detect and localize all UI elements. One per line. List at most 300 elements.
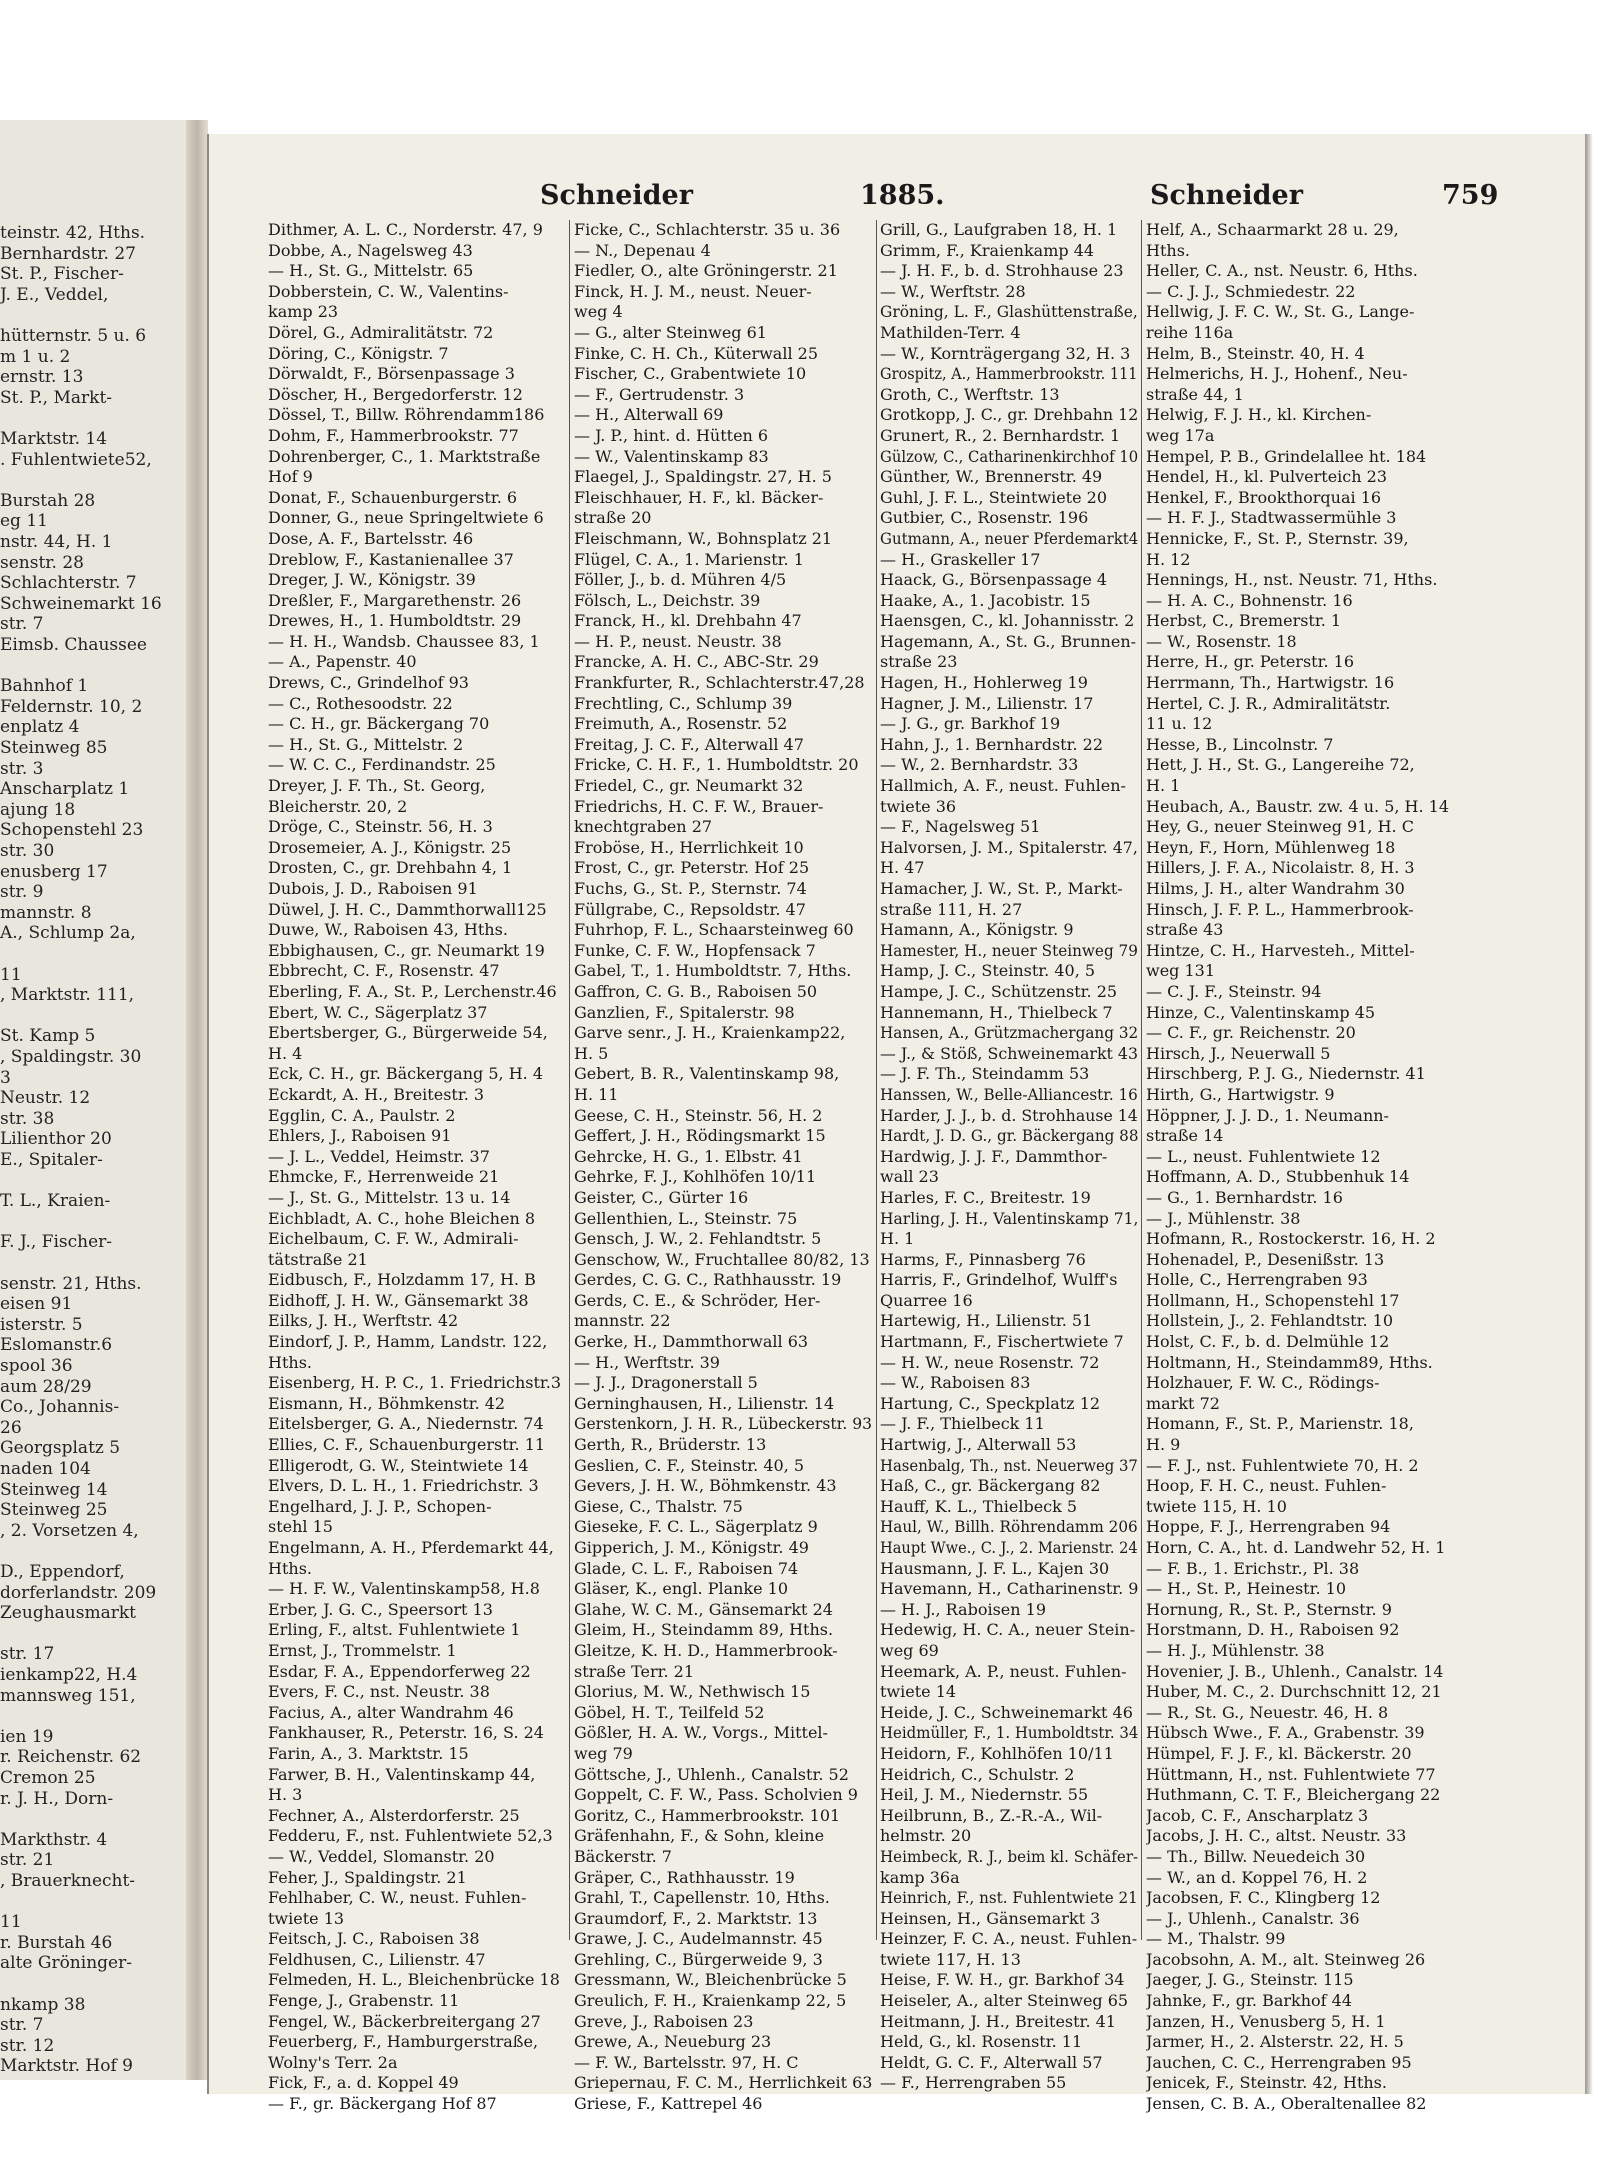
directory-entry: Hirsch, J., Neuerwall 5 (1146, 1043, 1331, 1063)
directory-entry: Gerninghausen, H., Lilienstr. 14 (574, 1393, 835, 1413)
directory-entry: weg 69 (880, 1640, 939, 1660)
directory-entry: Grehling, C., Bürgerweide 9, 3 (574, 1949, 823, 1969)
directory-entry: Hausmann, J. F. L., Kajen 30 (880, 1558, 1110, 1578)
directory-entry: Gößler, H. A. W., Vorgs., Mittel- (574, 1723, 828, 1743)
directory-entry: Gräper, C., Rathhausstr. 19 (574, 1867, 795, 1887)
directory-entry: Geslien, C. F., Steinstr. 40, 5 (574, 1455, 805, 1475)
directory-entry: Gieseke, F. C. L., Sägerplatz 9 (574, 1517, 818, 1537)
directory-entry: Holtmann, H., Steindamm89, Hths. (1146, 1352, 1433, 1372)
previous-page-line: Bahnhof 1 (0, 676, 89, 697)
previous-page-line: Schweinemarkt 16 (0, 593, 162, 614)
directory-entry: Feuerberg, F., Hamburgerstraße, (268, 2032, 539, 2052)
directory-entry: Hahn, J., 1. Bernhardstr. 22 (880, 734, 1104, 754)
directory-entry: Frost, C., gr. Peterstr. Hof 25 (574, 858, 810, 878)
previous-page-line: enusberg 17 (0, 861, 108, 882)
directory-entry: Hths. (268, 1558, 312, 1578)
previous-page-line: , Spaldingstr. 30 (0, 1047, 142, 1067)
directory-entry: Finke, C. H. Ch., Küterwall 25 (574, 343, 818, 363)
directory-entry: Hey, G., neuer Steinweg 91, H. C (1146, 817, 1414, 837)
directory-entry: Haul, W., Billh. Röhrendamm 206 (880, 1517, 1138, 1537)
directory-entry: Garve senr., J. H., Kraienkamp22, (574, 1023, 846, 1043)
directory-entry: Holle, C., Herrengraben 93 (1146, 1270, 1368, 1290)
directory-entry: Eichbladt, A. C., hohe Bleichen 8 (268, 1208, 536, 1228)
directory-entry: Hollmann, H., Schopenstehl 17 (1146, 1290, 1400, 1310)
directory-entry: Francke, A. H. C., ABC-Str. 29 (574, 652, 819, 672)
directory-entry: Hardwig, J. J. F., Dammthor- (880, 1146, 1108, 1166)
directory-entry: Hümpel, F. J. F., kl. Bäckerstr. 20 (1146, 1743, 1412, 1763)
directory-entry: Gleitze, K. H. D., Hammerbrook- (574, 1640, 838, 1660)
previous-page-line: mannstr. 8 (0, 902, 92, 923)
directory-entry: Glorius, M. W., Nethwisch 15 (574, 1682, 811, 1702)
directory-entry: straße 23 (880, 652, 958, 672)
directory-entry: Janzen, H., Venusberg 5, H. 1 (1146, 2011, 1386, 2031)
directory-entry: Höppner, J. J. D., 1. Neumann- (1146, 1105, 1389, 1125)
directory-entry: Hauff, K. L., Thielbeck 5 (880, 1496, 1078, 1516)
directory-entry: Eisenberg, H. P. C., 1. Friedrichstr.3 (268, 1373, 562, 1393)
directory-entry: helmstr. 20 (880, 1826, 972, 1846)
directory-entry: Gülzow, C., Catharinenkirchhof 10 (880, 446, 1139, 466)
directory-entry: Fick, F., a. d. Koppel 49 (268, 2073, 459, 2093)
previous-page-line: T. L., Kraien- (0, 1191, 111, 1212)
directory-entry: Gressmann, W., Bleichenbrücke 5 (574, 1970, 847, 1990)
directory-entry: kamp 23 (268, 302, 339, 322)
directory-entry: Dreyer, J. F. Th., St. Georg, (268, 776, 486, 796)
column-4 (1146, 220, 1584, 2115)
directory-entry: Donat, F., Schauenburgerstr. 6 (268, 487, 518, 507)
directory-entry: Froböse, H., Herrlichkeit 10 (574, 837, 804, 857)
previous-page-line: Georgsplatz 5 (0, 1438, 121, 1459)
previous-page-line: Neustr. 12 (0, 1088, 91, 1109)
directory-entry: — H., St. P., Heinestr. 10 (1146, 1579, 1347, 1599)
directory-entry: Grunert, R., 2. Bernhardstr. 1 (880, 425, 1121, 445)
directory-entry: Grewe, A., Neueburg 23 (574, 2032, 772, 2052)
page-header (0, 180, 1600, 220)
directory-entry: — G., alter Steinweg 61 (574, 322, 767, 342)
directory-entry: Heidorn, F., Kohlhöfen 10/11 (880, 1743, 1114, 1763)
directory-entry: Hesse, B., Lincolnstr. 7 (1146, 734, 1334, 754)
directory-entry: — J. F., Thielbeck 11 (880, 1414, 1045, 1434)
directory-entry: 11 u. 12 (1146, 714, 1213, 734)
directory-entry: Helf, A., Schaarmarkt 28 u. 29, (1146, 220, 1399, 239)
directory-entry: H. 9 (1146, 1435, 1181, 1455)
previous-page-line: str. 21 (0, 1850, 55, 1871)
directory-entry: Mathilden-Terr. 4 (880, 322, 1021, 342)
directory-entry: Hempel, P. B., Grindelallee ht. 184 (1146, 446, 1427, 466)
directory-entry: Hagen, H., Hohlerweg 19 (880, 673, 1088, 693)
directory-entry: Hett, J. H., St. G., Langereihe 72, (1146, 755, 1415, 775)
directory-entry: — F. J., nst. Fuhlentwiete 70, H. 2 (1146, 1455, 1419, 1475)
header-left-title: Schneider (540, 180, 693, 211)
directory-entry: — F. B., 1. Erichstr., Pl. 38 (1146, 1558, 1360, 1578)
directory-entry: — H., Alterwall 69 (574, 405, 724, 425)
directory-entry: Dohm, F., Hammerbrookstr. 77 (268, 425, 519, 445)
directory-entry: Finck, H. J. M., neust. Neuer- (574, 281, 812, 301)
previous-page-line: spool 36 (0, 1356, 73, 1376)
directory-entry: — H. F. J., Stadtwassermühle 3 (1146, 508, 1397, 528)
directory-entry: Hennings, H., nst. Neustr. 71, Hths. (1146, 570, 1438, 590)
directory-entry: Feldhusen, C., Lilienstr. 47 (268, 1949, 486, 1969)
directory-entry: Quarree 16 (880, 1290, 973, 1310)
directory-entry: twiete 13 (268, 1908, 345, 1928)
directory-entry: Hoop, F. H. C., neust. Fuhlen- (1146, 1476, 1387, 1496)
directory-entry: Hartmann, F., Fischertwiete 7 (880, 1332, 1124, 1352)
previous-page-line: , Brauerknecht- (0, 1871, 136, 1891)
previous-page-line: str. 7 (0, 614, 44, 635)
directory-entry: Hansen, A., Grützmachergang 32 (880, 1023, 1138, 1043)
directory-entry: Drosten, C., gr. Drehbahn 4, 1 (268, 858, 513, 878)
directory-entry: — W., Valentinskamp 83 (574, 446, 769, 466)
previous-page-line: Lilienthor 20 (0, 1129, 112, 1150)
directory-entry: Fleischmann, W., Bohnsplatz 21 (574, 528, 833, 548)
directory-entry: — L., neust. Fuhlentwiete 12 (1146, 1146, 1381, 1166)
previous-page-line: dorferlandstr. 209 (0, 1582, 157, 1603)
previous-page-line: alte Gröninger- (0, 1953, 132, 1974)
directory-entry: Fenge, J., Grabenstr. 11 (268, 1991, 460, 2011)
directory-entry: Flaegel, J., Spaldingstr. 27, H. 5 (574, 467, 832, 487)
directory-entry: Drosemeier, A. J., Königstr. 25 (268, 837, 512, 857)
directory-entry: — C. J. F., Steinstr. 94 (1146, 981, 1322, 1001)
directory-entry: — H. A. C., Bohnenstr. 16 (1146, 590, 1353, 610)
directory-entry: wall 23 (880, 1167, 939, 1187)
directory-entry: Gehrke, F. J., Kohlhöfen 10/11 (574, 1167, 817, 1187)
directory-entry: — H. W., neue Rosenstr. 72 (880, 1352, 1100, 1372)
previous-page-line: , 2. Vorsetzen 4, (0, 1520, 139, 1541)
previous-page-line: str. 9 (0, 882, 44, 903)
directory-entry: Eberling, F. A., St. P., Lerchenstr.46 (268, 981, 557, 1001)
directory-entry: Eismann, H., Böhmkenstr. 42 (268, 1393, 506, 1413)
directory-entry: — J. L., Veddel, Heimstr. 37 (268, 1146, 490, 1166)
directory-entry: Heinsen, H., Gänsemarkt 3 (880, 1908, 1101, 1928)
directory-entry: — J. G., gr. Barkhof 19 (880, 714, 1061, 734)
previous-page-line: F. J., Fischer- (0, 1232, 113, 1253)
previous-page-line: str. 38 (0, 1108, 55, 1129)
directory-entry: Jensen, C. B. A., Oberaltenallee 82 (1146, 2094, 1427, 2114)
directory-entry: Grotkopp, J. C., gr. Drehbahn 12 (880, 405, 1139, 425)
directory-entry: weg 79 (574, 1743, 633, 1763)
directory-entry: Feher, J., Spaldingstr. 21 (268, 1867, 467, 1887)
directory-entry: Frankfurter, R., Schlachterstr.47,28 (574, 673, 865, 693)
directory-entry: Eilks, J. H., Werftstr. 42 (268, 1311, 459, 1331)
directory-entry: Haensgen, C., kl. Johannisstr. 2 (880, 611, 1135, 631)
directory-entry: weg 4 (574, 302, 623, 322)
directory-entry: H. 12 (1146, 549, 1191, 569)
previous-page-line: Cremon 25 (0, 1768, 96, 1788)
directory-entry: Hoffmann, A. D., Stubbenhuk 14 (1146, 1167, 1410, 1187)
directory-entry: — M., Thalstr. 99 (1146, 1929, 1286, 1949)
directory-entry: markt 72 (1146, 1393, 1220, 1413)
directory-entry: Dobbe, A., Nagelsweg 43 (268, 240, 473, 260)
previous-page-line: St. P., Fischer- (0, 264, 124, 285)
directory-entry: — W., Kornträgergang 32, H. 3 (880, 343, 1131, 363)
directory-entry: knechtgraben 27 (574, 817, 713, 837)
directory-entry: — A., Papenstr. 40 (268, 652, 417, 672)
directory-entry: Friedrichs, H. C. F. W., Brauer- (574, 796, 824, 816)
previous-page-line: Steinweg 25 (0, 1500, 108, 1521)
column-1 (268, 220, 564, 2115)
directory-entry: Dröge, C., Steinstr. 56, H. 3 (268, 817, 493, 837)
directory-entry: Döring, C., Königstr. 7 (268, 343, 449, 363)
previous-page-line: Bernhardstr. 27 (0, 243, 136, 264)
directory-entry: mannstr. 22 (574, 1311, 671, 1331)
column-divider (569, 220, 570, 1940)
directory-entry: Hennicke, F., St. P., Sternstr. 39, (1146, 528, 1409, 548)
directory-entry: H. 47 (880, 858, 925, 878)
directory-entry: Hinze, C., Valentinskamp 45 (1146, 1002, 1376, 1022)
directory-entry: Groth, C., Werftstr. 13 (880, 384, 1060, 404)
directory-entry: Harling, J. H., Valentinskamp 71, (880, 1208, 1139, 1228)
directory-entry: tätstraße 21 (268, 1249, 368, 1269)
directory-entry: — W., an d. Koppel 76, H. 2 (1146, 1867, 1368, 1887)
directory-entry: Hof 9 (268, 467, 313, 487)
directory-entry: Helm, B., Steinstr. 40, H. 4 (1146, 343, 1365, 363)
previous-page-line: str. 12 (0, 2035, 55, 2056)
directory-entry: Harms, F., Pinnasberg 76 (880, 1249, 1086, 1269)
directory-entry: Funke, C. F. W., Hopfensack 7 (574, 940, 816, 960)
directory-entry: — F., gr. Bäckergang Hof 87 (268, 2094, 497, 2114)
directory-entry: Haß, C., gr. Bäckergang 82 (880, 1476, 1101, 1496)
directory-entry: Haupt Wwe., C. J., 2. Marienstr. 24 (880, 1538, 1138, 1557)
directory-entry: Jaeger, J. G., Steinstr. 115 (1146, 1970, 1354, 1990)
directory-entry: — C. H., gr. Bäckergang 70 (268, 714, 490, 734)
directory-entry: Ehlers, J., Raboisen 91 (268, 1126, 452, 1146)
previous-page-line: 3 (0, 1067, 11, 1088)
previous-page-line: r. J. H., Dorn- (0, 1788, 114, 1809)
directory-entry: Heyn, F., Horn, Mühlenweg 18 (1146, 837, 1396, 857)
directory-entry: Gabel, T., 1. Humboldtstr. 7, Hths. (574, 961, 852, 981)
directory-entry: Hendel, H., kl. Pulverteich 23 (1146, 467, 1387, 487)
directory-entry: Dreblow, F., Kastanienallee 37 (268, 549, 514, 569)
directory-entry: Gebert, B. R., Valentinskamp 98, (574, 1064, 840, 1084)
directory-entry: Drews, C., Grindelhof 93 (268, 673, 469, 693)
directory-entry: Held, G., kl. Rosenstr. 11 (880, 2032, 1083, 2052)
previous-page-line: 26 (0, 1417, 22, 1438)
previous-page-line: Burstah 28 (0, 490, 96, 511)
directory-entry: Hamacher, J. W., St. P., Markt- (880, 879, 1123, 898)
previous-page-line: mannsweg 151, (0, 1685, 136, 1706)
directory-entry: Jahnke, F., gr. Barkhof 44 (1146, 1991, 1353, 2011)
directory-entry: Hanssen, W., Belle-Alliancestr. 16 (880, 1084, 1138, 1104)
directory-entry: — Th., Billw. Neuedeich 30 (1146, 1846, 1366, 1866)
directory-entry: Fengel, W., Bäckerbreitergang 27 (268, 2011, 541, 2031)
directory-entry: Gehrcke, H. G., 1. Elbstr. 41 (574, 1146, 803, 1166)
directory-entry: Harder, J. J., b. d. Strohhause 14 (880, 1105, 1138, 1125)
directory-entry: Herre, H., gr. Peterstr. 16 (1146, 652, 1354, 672)
previous-page-line: ien 19 (0, 1726, 54, 1747)
directory-entry: Huthmann, C. T. F., Bleichergang 22 (1146, 1785, 1441, 1805)
directory-entry: Hollstein, J., 2. Fehlandtstr. 10 (1146, 1311, 1393, 1331)
directory-entry: weg 17a (1146, 425, 1215, 445)
directory-entry: Flügel, C. A., 1. Marienstr. 1 (574, 549, 804, 569)
directory-entry: Jauchen, C. C., Herrengraben 95 (1146, 2052, 1412, 2072)
directory-entry: — G., 1. Bernhardstr. 16 (1146, 1187, 1343, 1207)
directory-entry: Harris, F., Grindelhof, Wulff's (880, 1270, 1118, 1290)
directory-entry: Ernst, J., Trommelstr. 1 (268, 1640, 457, 1660)
directory-entry: Erling, F., altst. Fuhlentwiete 1 (268, 1620, 521, 1640)
directory-entry: Jenicek, F., Steinstr. 42, Hths. (1146, 2073, 1387, 2093)
directory-entry: Geister, C., Gürter 16 (574, 1187, 749, 1207)
previous-page-line: eisen 91 (0, 1294, 73, 1315)
previous-page-line: 11 (0, 1912, 22, 1933)
directory-entry: — J. F. Th., Steindamm 53 (880, 1064, 1090, 1084)
directory-entry: Halvorsen, J. M., Spitalerstr. 47, (880, 837, 1138, 857)
directory-entry: Gensch, J. W., 2. Fehlandtstr. 5 (574, 1229, 822, 1249)
directory-entry: Hedewig, H. C. A., neuer Stein- (880, 1620, 1136, 1640)
directory-entry: Ganzlien, F., Spitalerstr. 98 (574, 1002, 795, 1022)
directory-entry: Goppelt, C. F. W., Pass. Scholvien 9 (574, 1785, 858, 1805)
previous-page-edge (0, 120, 203, 2080)
directory-entry: Farwer, B. H., Valentinskamp 44, (268, 1764, 536, 1784)
directory-entry: Ebbighausen, C., gr. Neumarkt 19 (268, 940, 545, 960)
previous-page-line: isterstr. 5 (0, 1314, 83, 1335)
directory-entry: Farin, A., 3. Marktstr. 15 (268, 1743, 469, 1763)
directory-entry: Ebert, W. C., Sägerplatz 37 (268, 1002, 488, 1022)
previous-page-line: 11 (0, 964, 22, 985)
directory-entry: Eitelsberger, G. A., Niedernstr. 74 (268, 1414, 544, 1434)
directory-entry: Gutbier, C., Rosenstr. 196 (880, 508, 1089, 528)
directory-entry: Homann, F., St. P., Marienstr. 18, (1146, 1414, 1414, 1434)
directory-entry: Gräfenhahn, F., & Sohn, kleine (574, 1826, 825, 1846)
directory-entry: — J. P., hint. d. Hütten 6 (574, 425, 769, 445)
directory-entry: H. 1 (880, 1229, 915, 1249)
directory-entry: Dreger, J. W., Königstr. 39 (268, 570, 476, 590)
directory-entry: Horn, C. A., ht. d. Landwehr 52, H. 1 (1146, 1538, 1446, 1557)
directory-entry: Herrmann, Th., Hartwigstr. 16 (1146, 673, 1395, 693)
directory-entry: Fehlhaber, C. W., neust. Fuhlen- (268, 1888, 527, 1908)
directory-entry: Eckardt, A. H., Breitestr. 3 (268, 1084, 485, 1104)
directory-entry: Hamester, H., neuer Steinweg 79 (880, 940, 1138, 960)
directory-entry: Henkel, F., Brookthorquai 16 (1146, 487, 1382, 507)
directory-entry: Horstmann, D. H., Raboisen 92 (1146, 1620, 1400, 1640)
directory-entry: Dössel, T., Billw. Röhrendamm186 (268, 405, 545, 425)
directory-entry: Heinzer, F. C. A., neust. Fuhlen- (880, 1929, 1138, 1949)
directory-entry: H. 4 (268, 1043, 303, 1063)
directory-entry: Fechner, A., Alsterdorferstr. 25 (268, 1805, 520, 1825)
previous-page-line: Markthstr. 4 (0, 1829, 108, 1850)
directory-entry: — H. F. W., Valentinskamp58, H.8 (268, 1579, 540, 1599)
directory-entry: Herbst, C., Bremerstr. 1 (1146, 611, 1342, 631)
directory-entry: Gerdes, C. G. C., Rathhausstr. 19 (574, 1270, 842, 1290)
book-gutter (186, 120, 208, 2080)
directory-entry: Elvers, D. L. H., 1. Friedrichstr. 3 (268, 1476, 539, 1496)
previous-page-line: Steinweg 14 (0, 1479, 108, 1500)
directory-entry: Dithmer, A. L. C., Norderstr. 47, 9 (268, 220, 543, 239)
directory-entry: kamp 36a (880, 1867, 960, 1887)
directory-entry: Hths. (1146, 240, 1190, 260)
previous-page-line: Steinweg 85 (0, 738, 108, 758)
previous-page-line: hütternstr. 5 u. 6 (0, 326, 147, 346)
directory-entry: Freimuth, A., Rosenstr. 52 (574, 714, 788, 734)
directory-entry: Fuhrhop, F. L., Schaarsteinweg 60 (574, 920, 854, 940)
directory-entry: Gröning, L. F., Glashüttenstraße, (880, 302, 1138, 322)
directory-entry: Erber, J. G. C., Speersort 13 (268, 1599, 493, 1619)
directory-entry: Drewes, H., 1. Humboldtstr. 29 (268, 611, 522, 631)
directory-entry: Wolny's Terr. 2a (268, 2052, 398, 2072)
directory-entry: Gerds, C. E., & Schröder, Her- (574, 1290, 821, 1310)
directory-entry: Harles, F. C., Breitestr. 19 (880, 1187, 1091, 1207)
previous-page-line: aum 28/29 (0, 1376, 92, 1397)
directory-entry: — F., Herrengraben 55 (880, 2073, 1067, 2093)
previous-page-line: St. Kamp 5 (0, 1026, 96, 1047)
column-2 (574, 220, 872, 2115)
directory-entry: Guhl, J. F. L., Steintwiete 20 (880, 487, 1108, 507)
directory-entry: twiete 36 (880, 796, 957, 816)
directory-entry: — J. J., Dragonerstall 5 (574, 1373, 758, 1393)
directory-entry: twiete 115, H. 10 (1146, 1496, 1287, 1516)
previous-page-line: enplatz 4 (0, 717, 80, 738)
previous-page-line: naden 104 (0, 1459, 91, 1479)
directory-entry: Geffert, J. H., Rödingsmarkt 15 (574, 1126, 826, 1146)
directory-entry: straße 20 (574, 508, 652, 528)
directory-entry: Hovenier, J. B., Uhlenh., Canalstr. 14 (1146, 1661, 1444, 1681)
directory-entry: Holzhauer, F. W. C., Rödings- (1146, 1373, 1380, 1393)
previous-page-line: teinstr. 42, Hths. (0, 223, 146, 243)
directory-entry: twiete 14 (880, 1682, 957, 1702)
directory-entry: Greve, J., Raboisen 23 (574, 2011, 754, 2031)
directory-entry: H. 1 (1146, 776, 1181, 796)
directory-entry: Hths. (268, 1352, 312, 1372)
directory-entry: H. 11 (574, 1084, 619, 1104)
directory-entry: Frechtling, C., Schlump 39 (574, 693, 793, 713)
directory-entry: Ebbrecht, C. F., Rosenstr. 47 (268, 961, 500, 981)
directory-entry: Engelhard, J. J. P., Schopen- (268, 1496, 492, 1516)
previous-page-line: Marktstr. 14 (0, 429, 108, 449)
directory-entry: Fölsch, L., Deichstr. 39 (574, 590, 761, 610)
directory-entry: Gläser, K., engl. Planke 10 (574, 1579, 789, 1599)
directory-entry: Fuchs, G., St. P., Sternstr. 74 (574, 879, 807, 898)
directory-entry: Dohrenberger, C., 1. Marktstraße (268, 446, 541, 466)
directory-entry: — W., Veddel, Slomanstr. 20 (268, 1846, 495, 1866)
directory-entry: Grawe, J. C., Audelmannstr. 45 (574, 1929, 823, 1949)
previous-page-line: Anscharplatz 1 (0, 779, 130, 800)
previous-page-line: Marktstr. Hof 9 (0, 2056, 133, 2077)
directory-entry: — F., Nagelsweg 51 (880, 817, 1041, 837)
directory-entry: Grospitz, A., Hammerbrookstr. 111 (880, 364, 1138, 384)
directory-entry: reihe 116a (1146, 322, 1234, 342)
directory-entry: Haack, G., Börsenpassage 4 (880, 570, 1108, 590)
directory-entry: Düwel, J. H. C., Dammthorwall125 (268, 899, 547, 919)
directory-entry: Günther, W., Brennerstr. 49 (880, 467, 1103, 487)
directory-entry: Ebertsberger, G., Bürgerweide 54, (268, 1023, 548, 1043)
directory-entry: Esdar, F. A., Eppendorferweg 22 (268, 1661, 531, 1681)
previous-page-line: str. 30 (0, 841, 55, 861)
directory-entry: Göttsche, J., Uhlenh., Canalstr. 52 (574, 1764, 849, 1784)
directory-entry: Jarmer, H., 2. Alsterstr. 22, H. 5 (1146, 2032, 1404, 2052)
directory-entry: straße Terr. 21 (574, 1661, 695, 1681)
directory-entry: Fricke, C. H. F., 1. Humboldtstr. 20 (574, 755, 859, 775)
directory-entry: Holst, C. F., b. d. Delmühle 12 (1146, 1332, 1390, 1352)
previous-page-line: ienkamp22, H.4 (0, 1665, 138, 1685)
directory-entry: — J., & Stöß, Schweinemarkt 43 (880, 1043, 1139, 1063)
directory-entry: Hamann, A., Königstr. 9 (880, 920, 1074, 940)
previous-page-line: m 1 u. 2 (0, 346, 71, 367)
directory-entry: Hartwig, J., Alterwall 53 (880, 1435, 1077, 1455)
directory-entry: Felmeden, H. L., Bleichenbrücke 18 (268, 1970, 560, 1990)
directory-entry: Heidmüller, F., 1. Humboldtstr. 34 (880, 1723, 1139, 1743)
directory-entry: Heilbrunn, B., Z.-R.-A., Wil- (880, 1805, 1103, 1825)
directory-entry: Ehmcke, F., Herrenweide 21 (268, 1167, 500, 1187)
directory-entry: Hohenadel, P., Desenißstr. 13 (1146, 1249, 1385, 1269)
page-number: 759 (1442, 180, 1499, 211)
previous-page-line: St. P., Markt- (0, 387, 113, 408)
previous-page-line: Schopenstehl 23 (0, 820, 144, 841)
directory-entry: H. 3 (268, 1785, 303, 1805)
directory-entry: Hardt, J. D. G., gr. Bäckergang 88 (880, 1126, 1139, 1146)
directory-entry: Greulich, F. H., Kraienkamp 22, 5 (574, 1991, 847, 2011)
directory-entry: Föller, J., b. d. Mühren 4/5 (574, 570, 787, 590)
previous-page-line: Eslomanstr.6 (0, 1335, 113, 1356)
directory-entry: — J., St. G., Mittelstr. 13 u. 14 (268, 1187, 511, 1207)
directory-entry: Graumdorf, F., 2. Marktstr. 13 (574, 1908, 818, 1928)
